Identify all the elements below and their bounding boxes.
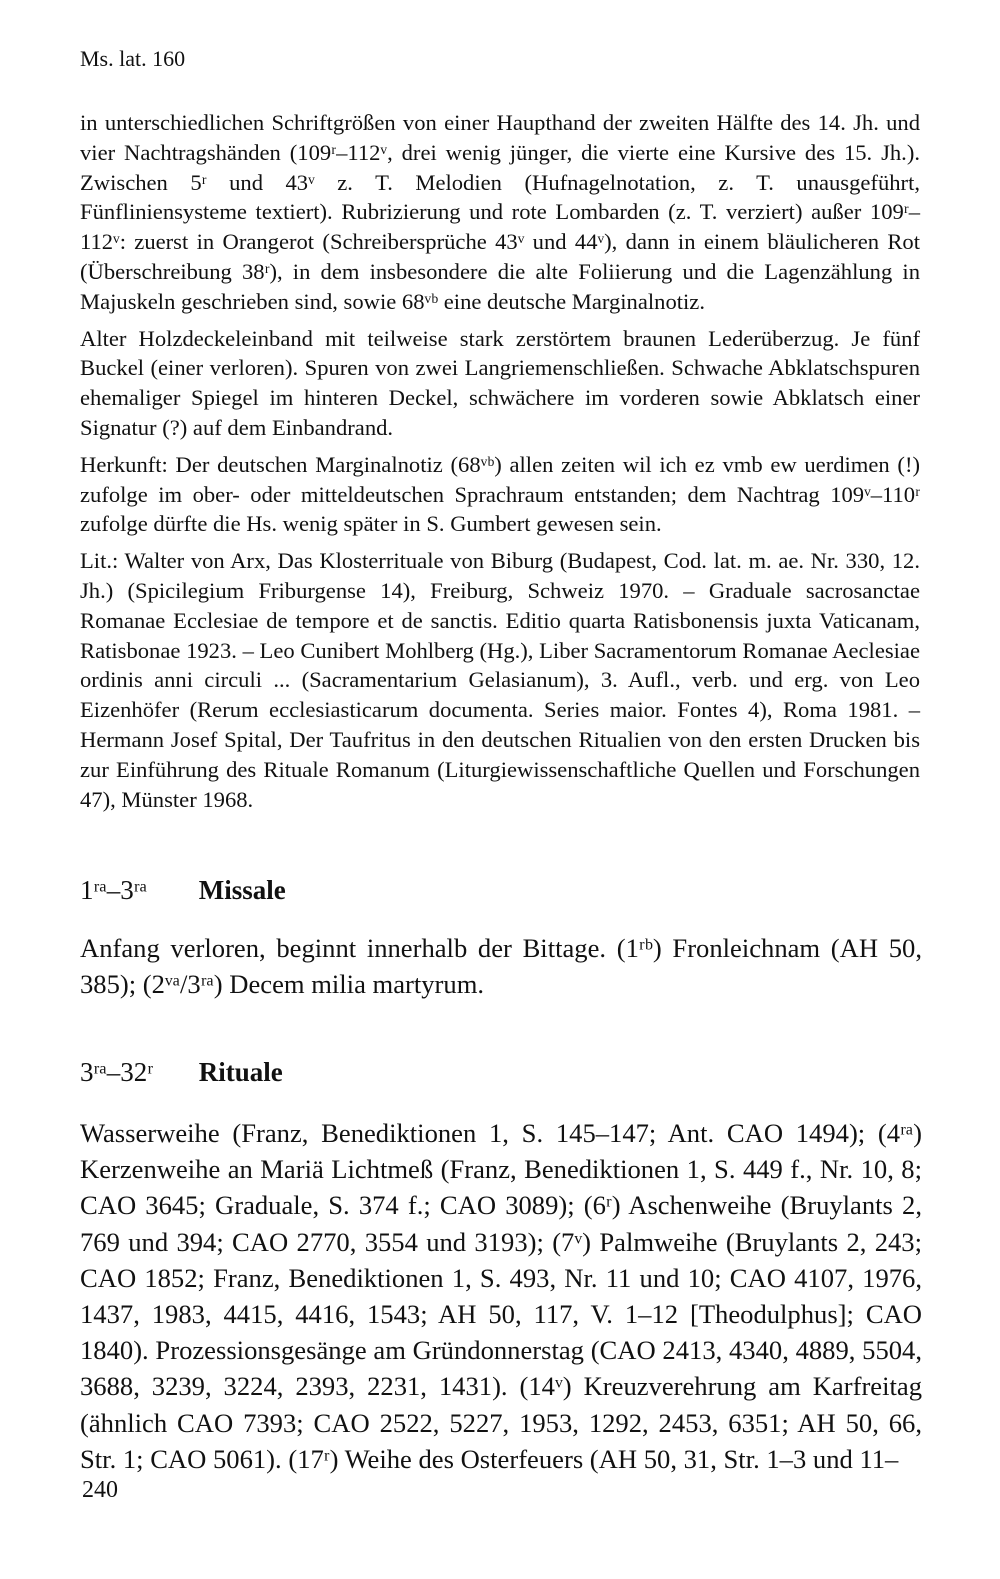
section-text: Anfang verloren, beginnt innerhalb der Bittage. (1ʳᵇ) Fronleichnam (AH 50, 385); (2ᵛᵃ/3ʳᵃ) Decem milia martyrum. (80, 933, 922, 1000)
description-block (80, 108, 920, 821)
script-paragraph: in unterschiedlichen Schriftgrößen von einer Haupthand der zweiten Hälfte des 14. Jh. und vier Nachtragshänden (109ʳ–112ᵛ, drei wenig jünger, die vierte eine Kursive des 15. Jh.). Zwischen 5ʳ und 43ᵛ z. T. Melodien (Hufnagelnotation, z. T. unausgeführt, Fünfliniensysteme textiert). Rubrizierung und rote Lombarden (z. T. verziert) außer 109ʳ–112ᵛ: zuerst in Orangerot (Schreibersprüche 43ᵛ und 44ᵛ), dann in einem bläulicheren Rot (Überschreibung 38ʳ), in dem insbesondere die alte Foliierung und die Lagenzählung in Majuskeln geschrieben sind, sowie 68ᵛᵇ eine deutsche Marginalnotiz. (80, 110, 920, 314)
folio-range: 1ʳᵃ–3ʳᵃ (80, 875, 147, 905)
folio-range: 3ʳᵃ–32ʳ (80, 1057, 154, 1087)
section-text: Wasserweihe (Franz, Benediktionen 1, S. 145–147; Ant. CAO 1494); (4ʳᵃ) Kerzenweihe an Mariä Lichtmeß (Franz, Benediktionen 1, S. 449 f., Nr. 10, 8; CAO 3645; Graduale, S. 374 f.; CAO 3089); (6ʳ) Aschenweihe (Bruylants 2, 769 und 394; CAO 2770, 3554 und 3193); (7ᵛ) Palmweihe (Bruylants 2, 243; CAO 1852; Franz, Benediktionen 1, S. 493, Nr. 11 und 10; CAO 4107, 1976, 1437, 1983, 4415, 4416, 1543; AH 50, 117, V. 1–12 [Theodulphus]; CAO 1840). Prozessionsgesänge am Gründonnerstag (CAO 2413, 4340, 4889, 5504, 3688, 3239, 3224, 2393, 2231, 1431). (14ᵛ) Kreuzverehrung am Karfreitag (ähnlich CAO 7393; CAO 2522, 5227, 1953, 1292, 2453, 6351; AH 50, 66, Str. 1; CAO 5061). (17ʳ) Weihe des Osterfeuers (AH 50, 31, Str. 1–3 und 11– (80, 1118, 922, 1474)
section-body-missale (80, 930, 922, 1002)
section-heading-rituale (80, 1056, 283, 1088)
section-heading-missale (80, 874, 286, 906)
section-title: Missale (198, 875, 286, 905)
section-body-rituale (80, 1115, 922, 1477)
literature-paragraph: Lit.: Walter von Arx, Das Klosterrituale von Biburg (Budapest, Cod. lat. m. ae. Nr. 330, 12. Jh.) (Spicilegium Friburgense 14), Freiburg, Schweiz 1970. – Graduale sacrosanctae Romanae Ecclesiae de tempore et de sanctis. Editio quarta Ratisbonensis juxta Vaticanam, Ratisbonae 1923. – Leo Cunibert Mohlberg (Hg.), Liber Sacramentorum Romanae Aeclesiae ordinis anni circuli ... (Sacramentarium Gelasianum), 3. Aufl., verb. und erg. von Leo Eizenhöfer (Rerum ecclesiasticarum documenta. Series maior. Fontes 4), Roma 1981. – Hermann Josef Spital, Der Taufritus in den deutschen Ritualien von den ersten Drucken bis zur Einführung des Rituale Romanum (Liturgiewissenschaftliche Quellen und Forschungen 47), Münster 1968. (80, 548, 920, 812)
section-title: Rituale (198, 1057, 283, 1087)
provenance-paragraph: Herkunft: Der deutschen Marginalnotiz (68ᵛᵇ) allen zeiten wil ich ez vmb ew uerdimen (!) zufolge im ober- oder mitteldeutschen Sprachraum entstanden; dem Nachtrag 109ᵛ–110ʳ zufolge dürfte die Hs. wenig später in S. Gumbert gewesen sein. (80, 451, 920, 537)
binding-paragraph: Alter Holzdeckeleinband mit teilweise stark zerstörtem braunen Lederüberzug. Je fünf Buckel (einer verloren). Spuren von zwei Langriemenschließen. Schwache Abklatschspuren ehemaliger Spiegel im hinteren Deckel, schwächere im vorderen sowie Abklatsch einer Signatur (?) auf dem Einbandrand. (80, 325, 920, 440)
running-head: Ms. lat. 160 (80, 46, 186, 71)
page-number: 240 (82, 1477, 118, 1503)
